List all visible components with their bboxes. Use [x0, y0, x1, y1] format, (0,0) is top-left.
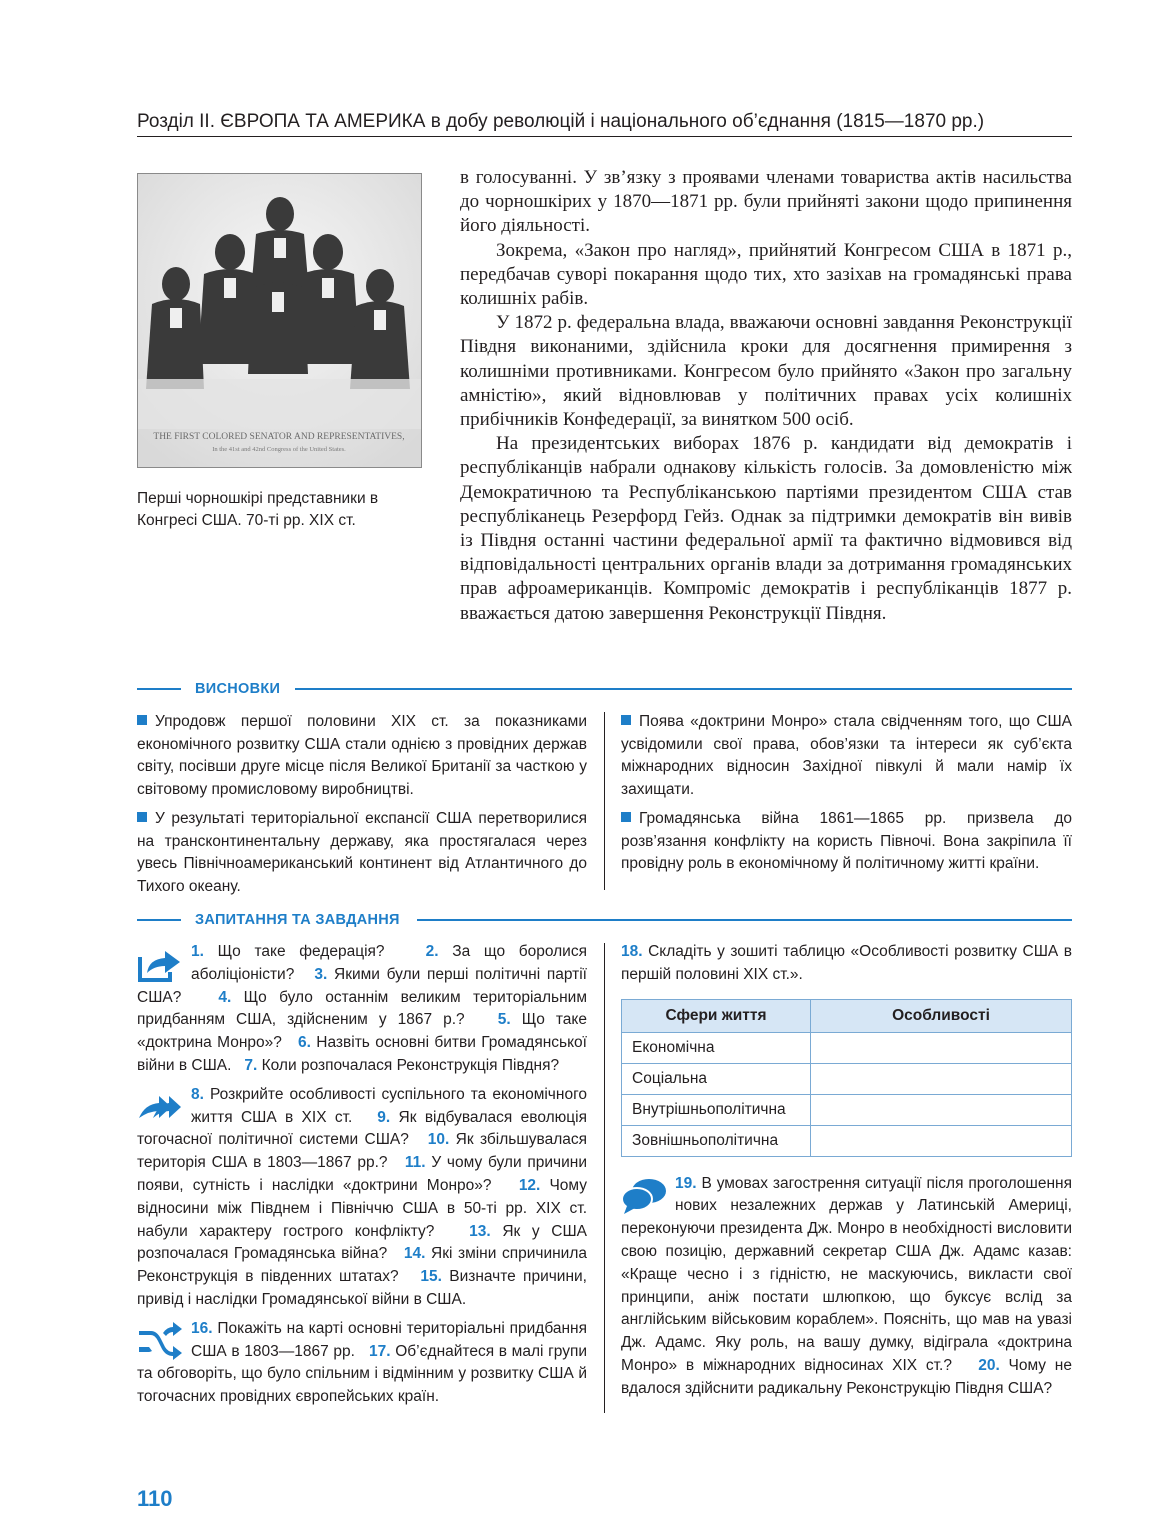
- task-18: 18. Складіть у зошиті таблицю «Особливості розвитку США в першій половині ХІХ ст.».: [621, 943, 1072, 983]
- square-bullet-icon: [137, 715, 147, 725]
- speech-bubbles-icon: [621, 1177, 667, 1215]
- heading-dash: [137, 688, 181, 690]
- column-divider: [604, 943, 605, 1413]
- tasks-title: ЗАПИТАННЯ ТА ЗАВДАННЯ: [195, 912, 400, 928]
- table-cell: Внутрішньополітична: [622, 1094, 811, 1125]
- page-number: 110: [137, 1486, 173, 1511]
- paragraph: Зокрема, «Закон про нагляд», прийнятий Конгресом США в 1871 р., передбачав суворі покарання щодо тих, хто зазіхав на громадянські права колишніх рабів.: [460, 239, 1072, 310]
- table-row: [622, 1063, 1072, 1094]
- table-cell: Соціальна: [622, 1063, 811, 1094]
- table-cell-empty: [811, 1125, 1072, 1156]
- paragraph: в голосуванні. У зв’язку з проявами членами товариства актів насильства до чорношкірих у 1870—1871 рр. були прийняті закони щодо припинення його діяльності.: [460, 167, 1072, 237]
- historical-photo: [137, 173, 422, 468]
- conclusions-right: [621, 711, 1072, 883]
- column-divider: [604, 712, 605, 890]
- table-cell-empty: [811, 1094, 1072, 1125]
- double-arrow-icon: [137, 1088, 183, 1126]
- task-group-1: 1. Що таке федерація? 2. За що боролися аболіціоністи? 3. Якими були перші політичні партії США? 4. Що було останнім великим територіальним придбанням США, здійсненим у 1867 р.? 5. Що таке «доктрина Монро»? 6. Назвіть основні битви Громадянської війни в США. 7. Коли розпочалася Реконструкція Півдня?: [137, 943, 587, 1074]
- table-row: [622, 1032, 1072, 1063]
- conclusions-title: ВИСНОВКИ: [195, 681, 281, 697]
- main-text: [460, 166, 1072, 626]
- heading-line: [295, 688, 1072, 690]
- table-cell: Зовнішньополітична: [622, 1125, 811, 1156]
- tasks-heading: [137, 910, 1072, 930]
- table-header-row: [622, 999, 1072, 1032]
- task-group-3: 16. Покажіть на карті основні територіальні придбання США в 1803—1867 рр. 17. Об’єднайтеся в малі групи та обговоріть, що було спільним і відмінним у розвитку США й тогочасних провідних європейських країн.: [137, 1319, 587, 1406]
- shuffle-icon: [137, 1322, 183, 1360]
- tasks-left: [137, 941, 587, 1415]
- table-row: [622, 1094, 1072, 1125]
- image-inscription-sub: In the 41st and 42nd Congress of the United States.: [212, 446, 346, 453]
- task-group-4: 19. В умовах загострення ситуації після проголошення нових незалежних держав у Латинській Америці, переконуючи президента Дж. Монро в необхідності висловити свою позицію, державний секретар США Дж. Адамс казав: «Краще чесно і з гідністю, не маскуючись, викласти свої принципи, аніж постати шлюпкою, що буксує вслід за англійським військовим кораблем». Поясніть, що мав на увазі Дж. Адамс. Яку роль, на вашу думку, відіграла «доктрина Монро» в міжнародних відносинах ХІХ ст.? 20. Чому не вдалося здійснити радикальну Реконструкцію Півдня США?: [621, 1174, 1072, 1397]
- conclusion-item: Упродовж першої половини ХІХ ст. за показниками економічного розвитку США стали однією з провідних держав світу, посівши друге місце після Великої Британії за часткою у світовому промисловому виробництві.: [137, 713, 587, 798]
- heading-line: [417, 919, 1072, 921]
- table-header: Особливості: [811, 999, 1072, 1032]
- task-group-2: 8. Розкрийте особливості суспільного та економічного життя США в ХІХ ст. 9. Як відбувалася еволюція тогочасної політичної системи США? 10. Як збільшувалася територія США в 1803—1867 рр.? 11. У чому були причини появи, сутність і наслідки «доктрини Монро»? 12. Чому відносини між Півднем і Північчю США в 50-ті рр. ХІХ ст. набули характеру гострого конфлікту? 13. Як у США розпочалася Громадянська війна? 14. Які зміни спричинила Реконструкція в південних штатах? 15. Визначте причини, привід і наслідки Громадянської війни в США.: [137, 1085, 588, 1308]
- square-bullet-icon: [621, 812, 631, 822]
- conclusions-left: [137, 711, 587, 905]
- header-rule: [137, 136, 1072, 137]
- running-header: Розділ ІІ. ЄВРОПА ТА АМЕРИКА в добу революцій і національного об’єднання (1815—1870 рр.): [137, 111, 985, 132]
- share-arrow-icon: [137, 945, 183, 983]
- heading-dash: [137, 919, 181, 921]
- square-bullet-icon: [137, 812, 147, 822]
- square-bullet-icon: [621, 715, 631, 725]
- table-cell-empty: [811, 1063, 1072, 1094]
- tasks-right: [621, 941, 1072, 1407]
- paragraph: На президентських виборах 1876 р. кандидати від демократів і республіканців набрали однакову кількість голосів. За домовленістю між Демократичною та Республіканською партіями президентом США став республіканець Резерфорд Гейз. Однак за підтримки демократів він вивів із Півдня останні частини федеральної армії та фактично відмовився від відповідальності центральних органів влади за дотримання громадянських прав афроамериканців. Компроміс демократів і республіканців 1877 р. вважається датою завершення Реконструкції Півдня.: [460, 433, 1072, 624]
- conclusions-heading: [137, 679, 1072, 699]
- features-table: [621, 999, 1072, 1157]
- paragraph: У 1872 р. федеральна влада, вважаючи основні завдання Реконструкції Півдня виконаними, здійснила кроки для досягнення примирення з колишніми противниками. Конгресом було прийнято «Закон про загальну амністію», який відновлював у політичних правах усіх колишніх прибічників Конфедерації, за винятком 500 осіб.: [460, 312, 1072, 431]
- conclusion-item: Поява «доктрини Монро» стала свідченням того, що США усвідомили свої права, обов’язки та інтереси як суб’єкта міжнародних відносин Західної півкулі й мали намір їх захищати.: [621, 713, 1072, 798]
- portrait-illustration: [138, 174, 421, 467]
- conclusion-item: У результаті територіальної експансії США перетворилися на трансконтинентальну державу, яка простягалася через увесь Північноамериканський континент від Атлантичного до Тихого океану.: [137, 810, 587, 895]
- conclusion-item: Громадянська війна 1861—1865 рр. призвела до розв’язання конфлікту на користь Півночі. Вона закріпила її провідну роль в економічному й політичному житті країни.: [621, 810, 1072, 872]
- table-header: Сфери життя: [622, 999, 811, 1032]
- table-row: [622, 1125, 1072, 1156]
- table-cell-empty: [811, 1032, 1072, 1063]
- photo-caption: Перші чорношкірі представники в Конгресі США. 70-ті рр. ХІХ ст.: [137, 490, 379, 529]
- table-cell: Економічна: [622, 1032, 811, 1063]
- image-inscription: THE FIRST COLORED SENATOR AND REPRESENTATIVES,: [153, 432, 405, 442]
